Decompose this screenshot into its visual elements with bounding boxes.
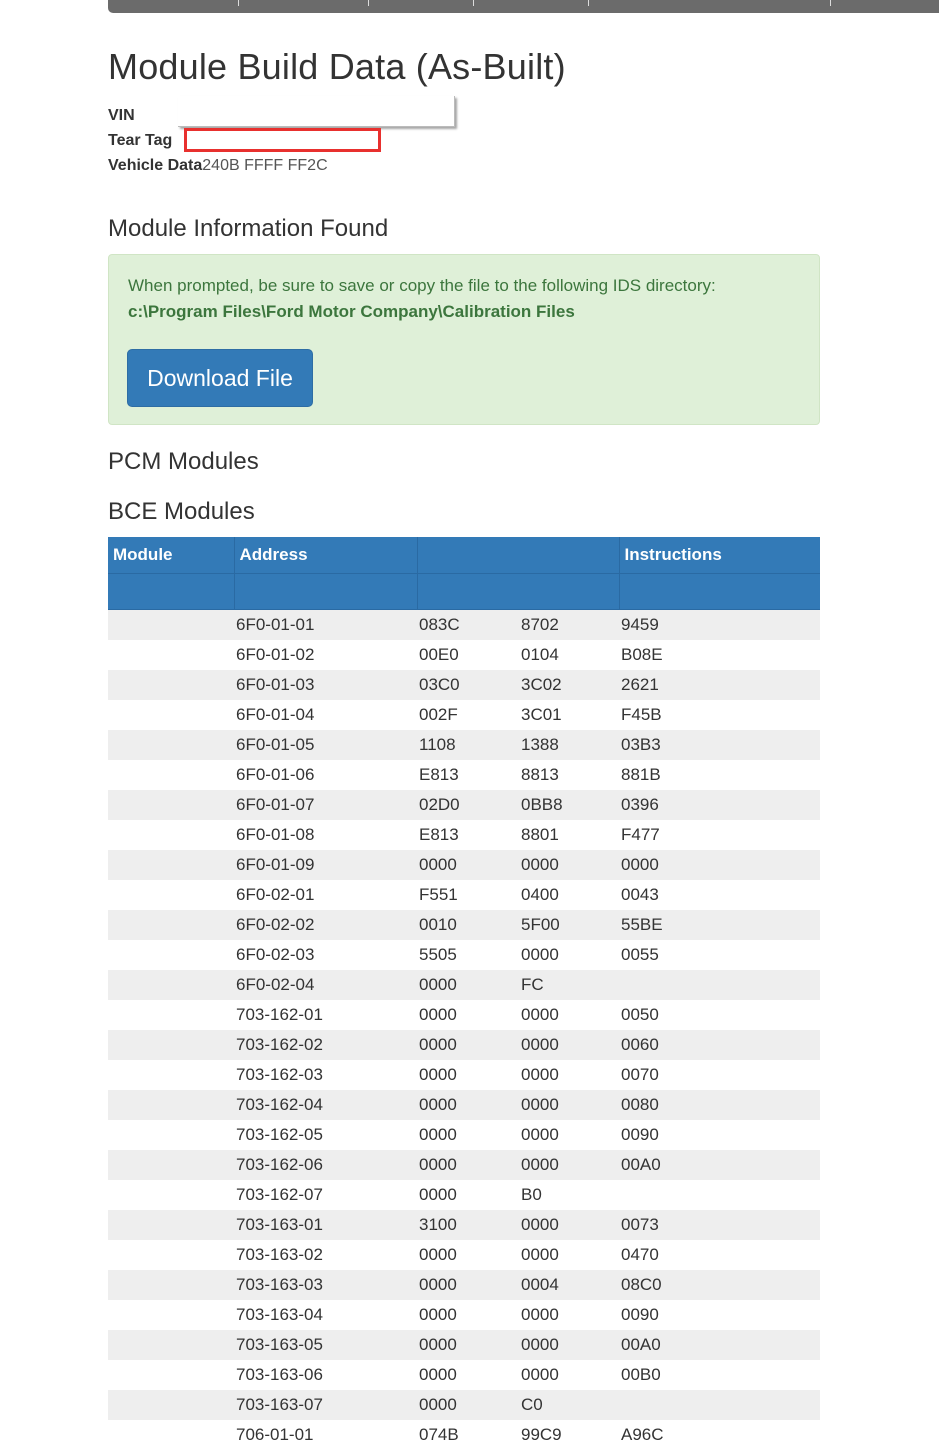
cell-address: 6F0-01-02	[234, 640, 417, 670]
cell-value-1: 0000	[417, 1090, 519, 1120]
table-row	[108, 1120, 820, 1150]
table-row	[108, 1210, 820, 1240]
vehicle-data-value: 240B FFFF FF2C	[202, 157, 328, 174]
subheader-cell	[619, 574, 820, 610]
cell-value-2: 0000	[519, 1030, 619, 1060]
cell-value-1: 0000	[417, 1360, 519, 1390]
cell-instructions: 08C0	[619, 1270, 820, 1300]
cell-value-2: 5F00	[519, 910, 619, 940]
cell-address: 703-162-03	[234, 1060, 417, 1090]
cell-instructions: 2621	[619, 670, 820, 700]
cell-value-1: E813	[417, 760, 519, 790]
cell-module	[108, 970, 234, 1000]
cell-module	[108, 820, 234, 850]
alert-message: When prompted, be sure to save or copy the file to the following IDS directory:	[128, 276, 716, 295]
cell-value-2: 99C9	[519, 1420, 619, 1450]
cell-module	[108, 790, 234, 820]
bce-modules-heading: BCE Modules	[108, 498, 255, 525]
cell-instructions: 0070	[619, 1060, 820, 1090]
table-row	[108, 640, 820, 670]
module-info-heading: Module Information Found	[108, 215, 389, 242]
table-row	[108, 910, 820, 940]
nav-separator	[238, 0, 239, 6]
header-address: Address	[234, 537, 417, 574]
ids-directory-alert	[108, 254, 820, 425]
cell-value-2: 8801	[519, 820, 619, 850]
cell-value-2: 8813	[519, 760, 619, 790]
cell-instructions: B08E	[619, 640, 820, 670]
cell-value-1: 0000	[417, 1330, 519, 1360]
table-row	[108, 670, 820, 700]
cell-value-2: FC	[519, 970, 619, 1000]
top-navigation-bar[interactable]	[108, 0, 939, 13]
cell-instructions: 0396	[619, 790, 820, 820]
table-row	[108, 790, 820, 820]
table-row	[108, 730, 820, 760]
cell-value-2: 0000	[519, 1300, 619, 1330]
header-blank	[417, 537, 619, 574]
cell-value-1: E813	[417, 820, 519, 850]
cell-address: 6F0-02-02	[234, 910, 417, 940]
cell-instructions: 03B3	[619, 730, 820, 760]
cell-value-2: 3C01	[519, 700, 619, 730]
cell-module	[108, 1120, 234, 1150]
cell-value-2: 0000	[519, 1090, 619, 1120]
cell-value-2: 0000	[519, 1000, 619, 1030]
cell-address: 703-163-04	[234, 1300, 417, 1330]
cell-value-1: 0000	[417, 970, 519, 1000]
cell-address: 6F0-01-01	[234, 610, 417, 641]
cell-module	[108, 1240, 234, 1270]
cell-module	[108, 1270, 234, 1300]
cell-address: 6F0-01-07	[234, 790, 417, 820]
subheader-cell	[108, 574, 234, 610]
table-row	[108, 940, 820, 970]
cell-value-2: 0000	[519, 1360, 619, 1390]
cell-value-1: 0000	[417, 850, 519, 880]
cell-value-1: 0000	[417, 1030, 519, 1060]
cell-module	[108, 1000, 234, 1030]
cell-address: 703-162-02	[234, 1030, 417, 1060]
cell-module	[108, 1390, 234, 1420]
cell-address: 703-163-05	[234, 1330, 417, 1360]
cell-module	[108, 1060, 234, 1090]
cell-module	[108, 1180, 234, 1210]
cell-module	[108, 670, 234, 700]
cell-address: 703-162-04	[234, 1090, 417, 1120]
subheader-cell	[417, 574, 619, 610]
cell-module	[108, 760, 234, 790]
cell-value-2: 0000	[519, 1060, 619, 1090]
cell-module	[108, 640, 234, 670]
cell-module	[108, 910, 234, 940]
cell-instructions: 0050	[619, 1000, 820, 1030]
pcm-modules-heading: PCM Modules	[108, 448, 259, 475]
cell-instructions: 881B	[619, 760, 820, 790]
cell-address: 6F0-01-06	[234, 760, 417, 790]
vin-field[interactable]	[178, 96, 455, 127]
cell-module	[108, 1300, 234, 1330]
cell-instructions	[619, 970, 820, 1000]
table-row	[108, 1240, 820, 1270]
cell-address: 6F0-02-01	[234, 880, 417, 910]
cell-value-2: 0000	[519, 1150, 619, 1180]
nav-separator	[368, 0, 369, 6]
vehicle-data-label: Vehicle Data	[108, 157, 203, 174]
cell-value-2: 0000	[519, 940, 619, 970]
cell-value-2: 0400	[519, 880, 619, 910]
cell-address: 6F0-01-04	[234, 700, 417, 730]
cell-value-1: 083C	[417, 610, 519, 641]
cell-module	[108, 1420, 234, 1450]
table-row	[108, 610, 820, 641]
cell-value-1: 0000	[417, 1150, 519, 1180]
tear-tag-row	[108, 131, 172, 151]
cell-value-1: 0000	[417, 1390, 519, 1420]
cell-value-1: 0000	[417, 1000, 519, 1030]
cell-address: 6F0-01-08	[234, 820, 417, 850]
cell-instructions: 0043	[619, 880, 820, 910]
cell-address: 703-163-07	[234, 1390, 417, 1420]
vehicle-data-row	[108, 156, 328, 176]
cell-value-1: 0000	[417, 1300, 519, 1330]
table-row	[108, 1180, 820, 1210]
cell-instructions: 0090	[619, 1300, 820, 1330]
table-row	[108, 1000, 820, 1030]
cell-address: 703-163-06	[234, 1360, 417, 1390]
table-row	[108, 1360, 820, 1390]
table-row	[108, 850, 820, 880]
cell-address: 703-163-03	[234, 1270, 417, 1300]
cell-value-2: 0000	[519, 1330, 619, 1360]
cell-value-1: 5505	[417, 940, 519, 970]
cell-value-1: 002F	[417, 700, 519, 730]
cell-address: 6F0-02-03	[234, 940, 417, 970]
cell-value-1: 0000	[417, 1120, 519, 1150]
cell-module	[108, 1150, 234, 1180]
cell-value-1: 0000	[417, 1270, 519, 1300]
cell-instructions: F477	[619, 820, 820, 850]
cell-address: 6F0-01-05	[234, 730, 417, 760]
nav-separator	[588, 0, 589, 6]
cell-value-1: 3100	[417, 1210, 519, 1240]
cell-module	[108, 730, 234, 760]
cell-instructions: A96C	[619, 1420, 820, 1450]
cell-instructions: F45B	[619, 700, 820, 730]
cell-value-2: 0000	[519, 1240, 619, 1270]
table-row	[108, 700, 820, 730]
cell-address: 703-163-01	[234, 1210, 417, 1240]
cell-value-2: 3C02	[519, 670, 619, 700]
cell-value-2: 0000	[519, 1120, 619, 1150]
cell-value-1: 0010	[417, 910, 519, 940]
table-row	[108, 880, 820, 910]
table-body	[108, 610, 820, 1450]
download-file-button[interactable]: Download File	[127, 349, 313, 407]
cell-value-2: 0104	[519, 640, 619, 670]
cell-value-1: F551	[417, 880, 519, 910]
cell-value-1: 1108	[417, 730, 519, 760]
cell-address: 703-162-07	[234, 1180, 417, 1210]
cell-instructions: 0055	[619, 940, 820, 970]
cell-module	[108, 940, 234, 970]
cell-instructions: 00A0	[619, 1150, 820, 1180]
cell-instructions: 0000	[619, 850, 820, 880]
cell-value-1: 00E0	[417, 640, 519, 670]
cell-instructions: 55BE	[619, 910, 820, 940]
header-instructions: Instructions	[619, 537, 820, 574]
cell-module	[108, 1030, 234, 1060]
table-row	[108, 1390, 820, 1420]
nav-separator	[830, 0, 831, 6]
tear-tag-field[interactable]	[184, 128, 381, 152]
cell-value-1: 0000	[417, 1060, 519, 1090]
cell-module	[108, 1210, 234, 1240]
cell-value-1: 074B	[417, 1420, 519, 1450]
cell-module	[108, 610, 234, 641]
cell-instructions: 0073	[619, 1210, 820, 1240]
vin-row	[108, 106, 135, 126]
cell-module	[108, 1090, 234, 1120]
table-row	[108, 760, 820, 790]
cell-module	[108, 700, 234, 730]
page-title: Module Build Data (As-Built)	[108, 46, 566, 87]
cell-value-1: 0000	[417, 1180, 519, 1210]
cell-value-2: 1388	[519, 730, 619, 760]
table-row	[108, 1300, 820, 1330]
table-row	[108, 1060, 820, 1090]
table-row	[108, 970, 820, 1000]
cell-value-2: C0	[519, 1390, 619, 1420]
cell-value-1: 02D0	[417, 790, 519, 820]
cell-value-2: 0000	[519, 850, 619, 880]
vin-label: VIN	[108, 107, 135, 124]
table-row	[108, 820, 820, 850]
cell-address: 6F0-01-09	[234, 850, 417, 880]
cell-module	[108, 880, 234, 910]
cell-module	[108, 1330, 234, 1360]
cell-instructions: 00A0	[619, 1330, 820, 1360]
cell-address: 703-163-02	[234, 1240, 417, 1270]
cell-instructions: 0090	[619, 1120, 820, 1150]
cell-instructions	[619, 1390, 820, 1420]
cell-value-1: 0000	[417, 1240, 519, 1270]
tear-tag-label: Tear Tag	[108, 132, 173, 149]
cell-value-1: 03C0	[417, 670, 519, 700]
header-module: Module	[108, 537, 234, 574]
cell-module	[108, 1360, 234, 1390]
cell-address: 6F0-02-04	[234, 970, 417, 1000]
cell-address: 706-01-01	[234, 1420, 417, 1450]
cell-value-2: 0000	[519, 1210, 619, 1240]
cell-value-2: B0	[519, 1180, 619, 1210]
alert-path: c:\Program Files\Ford Motor Company\Calibration Files	[128, 302, 575, 321]
cell-instructions: 0060	[619, 1030, 820, 1060]
cell-value-2: 0BB8	[519, 790, 619, 820]
table-row	[108, 1150, 820, 1180]
cell-value-2: 8702	[519, 610, 619, 641]
cell-instructions: 0080	[619, 1090, 820, 1120]
table-row	[108, 1030, 820, 1060]
cell-address: 703-162-06	[234, 1150, 417, 1180]
subheader-cell	[234, 574, 417, 610]
cell-instructions	[619, 1180, 820, 1210]
cell-address: 703-162-05	[234, 1120, 417, 1150]
cell-instructions: 00B0	[619, 1360, 820, 1390]
cell-instructions: 9459	[619, 610, 820, 641]
nav-separator	[473, 0, 474, 6]
cell-address: 703-162-01	[234, 1000, 417, 1030]
cell-instructions: 0470	[619, 1240, 820, 1270]
bce-modules-table	[108, 537, 820, 1450]
table-row	[108, 1330, 820, 1360]
table-row	[108, 1420, 820, 1450]
table-row	[108, 1270, 820, 1300]
table-row	[108, 1090, 820, 1120]
cell-address: 6F0-01-03	[234, 670, 417, 700]
cell-value-2: 0004	[519, 1270, 619, 1300]
cell-module	[108, 850, 234, 880]
